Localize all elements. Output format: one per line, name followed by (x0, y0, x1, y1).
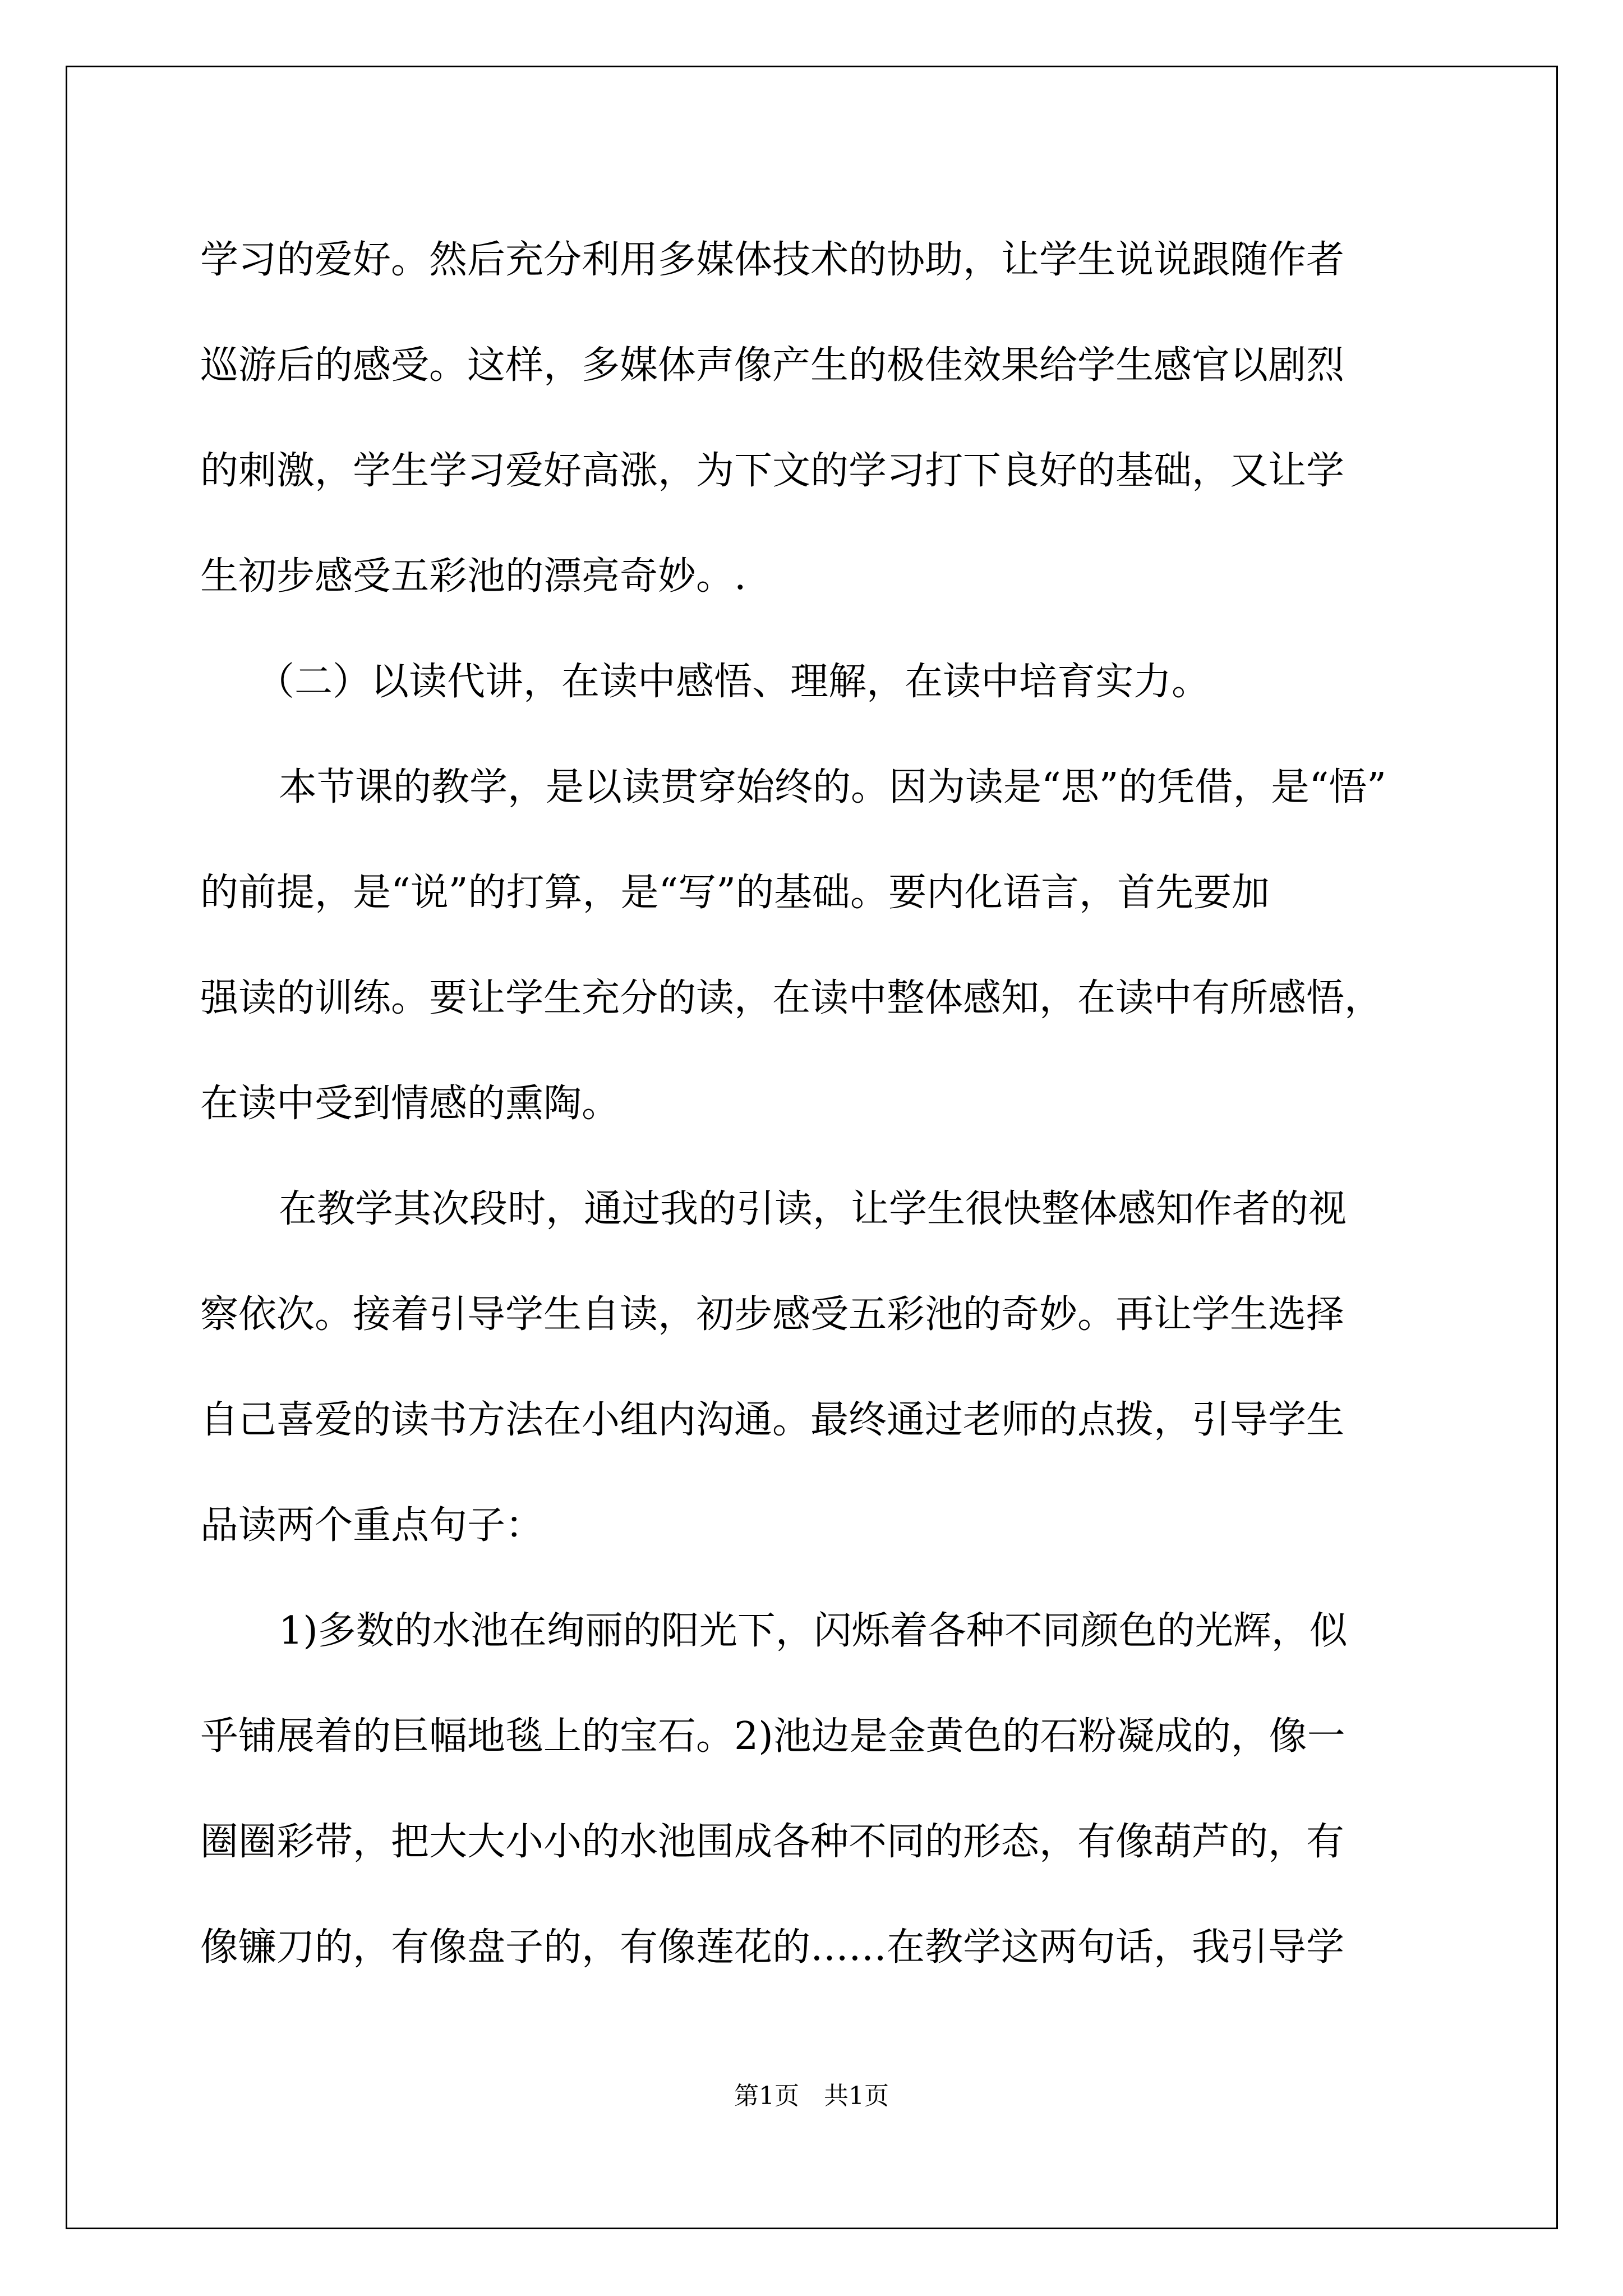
paragraph-line: 像镰刀的，有像盘子的，有像莲花的……在教学这两句话，我引导学 (200, 1925, 1345, 1970)
paragraph-line: 乎铺展着的巨幅地毯上的宝石。2)池边是金黄色的石粉凝成的，像一 (200, 1714, 1345, 1759)
paragraph-line: 学习的爱好。然后充分利用多媒体技术的协助，让学生说说跟随作者 (200, 238, 1345, 282)
page-number-footer: 第1页 共1页 (734, 2082, 889, 2110)
paragraph-line: 生初步感受五彩池的漂亮奇妙。. (200, 554, 746, 599)
document-body (200, 208, 1456, 2000)
paragraph-line: 品读两个重点句子： (200, 1503, 544, 1548)
section-heading: （二）以读代讲，在读中感悟、理解，在读中培育实力。 (256, 660, 1210, 704)
paragraph-line: 1)多数的水池在绚丽的阳光下，闪烁着各种不同颜色的光辉，似 (279, 1609, 1348, 1653)
paragraph-line: 强读的训练。要让学生充分的读，在读中整体感知，在读中有所感悟， (200, 976, 1383, 1020)
paragraph-line: 自己喜爱的读书方法在小组内沟通。最终通过老师的点拨，引导学生 (200, 1398, 1345, 1442)
paragraph-line: 圈圈彩带，把大大小小的水池围成各种不同的形态，有像葫芦的，有 (200, 1820, 1345, 1864)
paragraph-line: 察依次。接着引导学生自读，初步感受五彩池的奇妙。再让学生选择 (200, 1292, 1345, 1337)
paragraph-line: 巡游后的感受。这样，多媒体声像产生的极佳效果给学生感官以剧烈 (200, 343, 1345, 388)
paragraph-line: 在读中受到情感的熏陶。 (200, 1082, 620, 1126)
paragraph-line: 在教学其次段时，通过我的引读，让学生很快整体感知作者的视 (279, 1187, 1347, 1231)
paragraph-line: 的刺激，学生学习爱好高涨，为下文的学习打下良好的基础，又让学 (200, 449, 1345, 493)
paragraph-line: 本节课的教学，是以读贯穿始终的。因为读是“思”的凭借，是“悟” (279, 765, 1387, 809)
paragraph-line: 的前提，是“说”的打算，是“写”的基础。要内化语言，首先要加 (200, 871, 1270, 915)
